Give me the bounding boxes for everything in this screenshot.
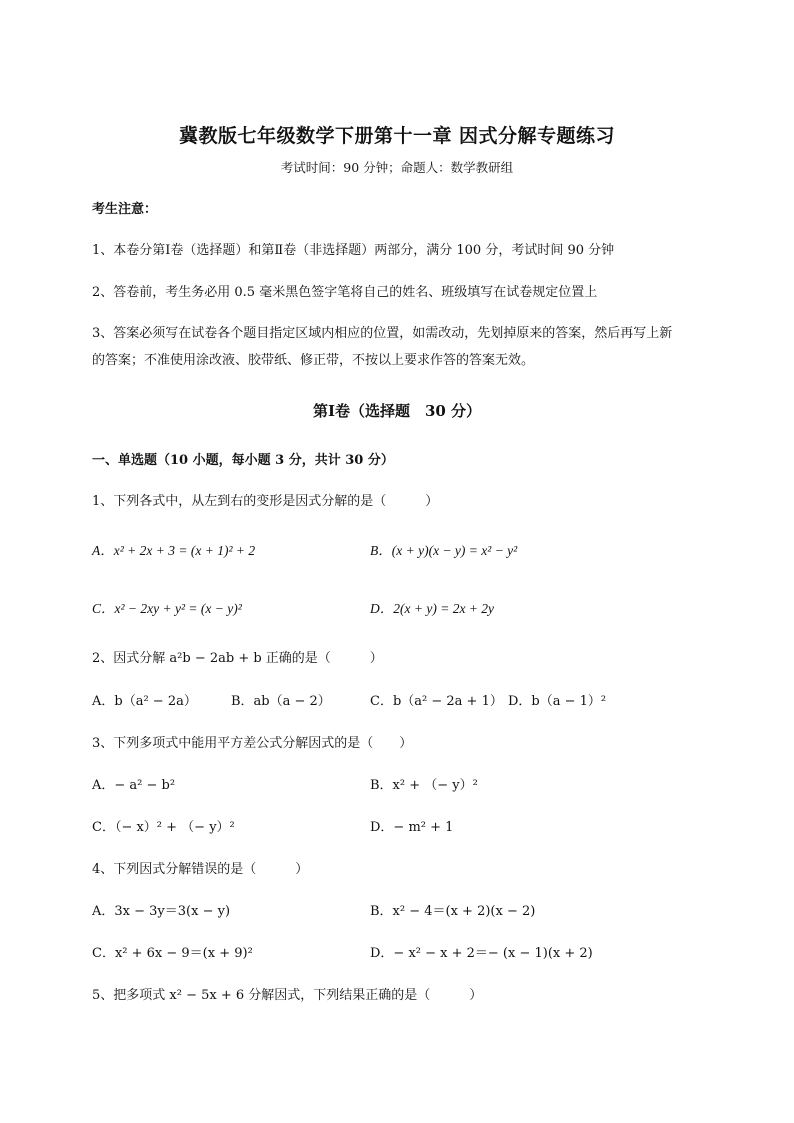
question-4-stem: 4、下列因式分解错误的是（ ） bbox=[92, 862, 309, 877]
question-2-option-b[interactable]: B．ab（a − 2） bbox=[231, 694, 331, 709]
notice-item-2: 2、答卷前，考生务必用 0.5 毫米黑色签字笔将自己的姓名、班级填写在试卷规定位置上 bbox=[92, 285, 598, 300]
exam-title: 冀教版七年级数学下册第十一章 因式分解专题练习 bbox=[178, 125, 616, 147]
question-3-option-c[interactable]: C．（− x）² + （− y）² bbox=[92, 820, 235, 835]
notice-item-1: 1、本卷分第Ⅰ卷（选择题）和第Ⅱ卷（非选择题）两部分，满分 100 分，考试时间 90 分钟 bbox=[92, 243, 615, 258]
question-1-option-c[interactable]: C．x² − 2xy + y² = (x − y)² bbox=[92, 601, 242, 616]
question-2-option-d[interactable]: D．b（a − 1）² bbox=[508, 694, 607, 709]
question-5-stem: 5、把多项式 x² − 5x + 6 分解因式，下列结果正确的是（ ） bbox=[92, 988, 483, 1003]
question-2-stem: 2、因式分解 a²b − 2ab + b 正确的是（ ） bbox=[92, 651, 383, 666]
question-2-option-c[interactable]: C．b（a² − 2a + 1） bbox=[370, 694, 503, 709]
exam-subtitle: 考试时间：90 分钟；命题人：数学教研组 bbox=[280, 160, 514, 175]
question-1-option-a[interactable]: A．x² + 2x + 3 = (x + 1)² + 2 bbox=[92, 543, 256, 558]
question-4-option-a[interactable]: A．3x − 3y＝3(x − y) bbox=[92, 904, 231, 919]
question-1-option-b[interactable]: B．(x + y)(x − y) = x² − y² bbox=[370, 543, 518, 558]
question-3-stem: 3、下列多项式中能用平方差公式分解因式的是（ ） bbox=[92, 736, 413, 751]
notice-item-3-line-2: 的答案；不准使用涂改液、胶带纸、修正带，不按以上要求作答的答案无效。 bbox=[92, 353, 535, 368]
question-3-option-a[interactable]: A．− a² − b² bbox=[92, 778, 176, 793]
question-3-option-d[interactable]: D．− m² + 1 bbox=[370, 820, 454, 835]
section-title: 第Ⅰ卷（选择题 30 分） bbox=[312, 402, 482, 420]
question-2-option-a[interactable]: A．b（a² − 2a） bbox=[92, 694, 197, 709]
question-4-option-b[interactable]: B．x² − 4＝(x + 2)(x − 2) bbox=[370, 904, 536, 919]
notice-item-3-line-1: 3、答案必须写在试卷各个题目指定区域内相应的位置，如需改动，先划掉原来的答案，然后再写上新 bbox=[92, 326, 673, 341]
question-1-stem: 1、下列各式中，从左到右的变形是因式分解的是（ ） bbox=[92, 494, 439, 509]
question-1-option-d[interactable]: D．2(x + y) = 2x + 2y bbox=[370, 601, 495, 616]
question-4-option-d[interactable]: D．− x² − x + 2＝− (x − 1)(x + 2) bbox=[370, 946, 593, 961]
question-3-option-b[interactable]: B．x² + （− y）² bbox=[370, 778, 478, 793]
part-heading: 一、单选题（10 小题，每小题 3 分，共计 30 分） bbox=[92, 453, 394, 468]
question-4-option-c[interactable]: C．x² + 6x − 9＝(x + 9)² bbox=[92, 946, 253, 961]
notice-heading: 考生注意： bbox=[92, 202, 158, 217]
